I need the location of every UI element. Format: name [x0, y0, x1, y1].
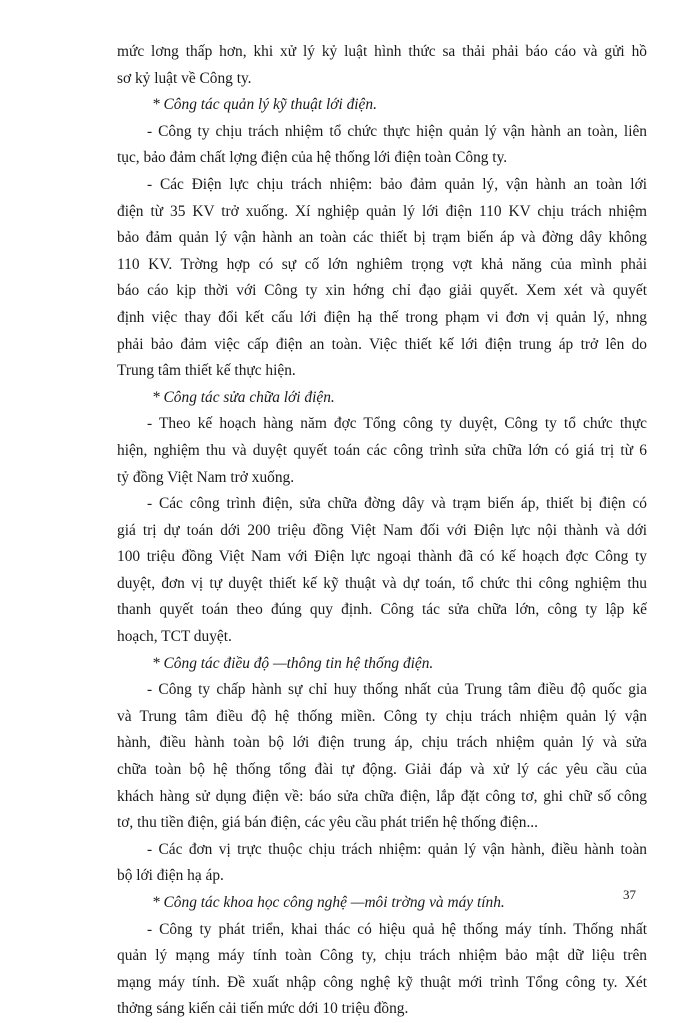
- text-line: phải bảo đảm việc cấp điện an toàn. Việc thiết kế lới điện trung áp trở lên do: [117, 335, 647, 353]
- text-line: hoạch, TCT duyệt.: [117, 628, 232, 646]
- section-heading: * Công tác sửa chữa lới điện.: [152, 388, 335, 406]
- text-line: giá trị dự toán dới 200 triệu đồng Việt Nam đối với Điện lực nội thành và dới: [117, 521, 647, 539]
- text-line: - Các Điện lực chịu trách nhiệm: bảo đảm quản lý, vận hành an toàn lới: [147, 175, 647, 193]
- text-line: báo cáo kịp thời với Công ty xin hớng chỉ đạo giải quyết. Xem xét và quyết: [117, 282, 647, 300]
- text-line: khách hàng sử dụng điện về: báo sửa chữa điện, lắp đặt công tơ, ghi chữ số công: [117, 787, 647, 805]
- text-line: Trung tâm thiết kế thực hiện.: [117, 362, 296, 380]
- text-line: - Theo kế hoạch hàng năm đợc Tổng công ty duyệt, Công ty tổ chức thực: [147, 415, 647, 433]
- text-line: và Trung tâm điều độ hệ thống miền. Công ty chịu trách nhiệm quản lý vận: [117, 707, 647, 725]
- text-line: bảo đảm quản lý vận hành an toàn các thiết bị trạm biến áp và đờng dây không: [117, 229, 647, 247]
- text-line: mức lơng thấp hơn, khi xử lý kỷ luật hình thức sa thải phải báo cáo và gửi hồ: [117, 43, 647, 60]
- text-line: tục, bảo đảm chất lợng điện của hệ thống lới điện toàn Công ty.: [117, 149, 508, 167]
- section-heading: * Công tác khoa học công nghệ —môi trờng và máy tính.: [152, 894, 505, 911]
- body-text: [117, 39, 647, 1023]
- text-line: chữa toàn bộ hệ thống tổng đài tự động. Giải đáp và xử lý các yêu cầu của: [117, 761, 647, 779]
- text-line: duyệt, đơn vị tự duyệt thiết kế kỹ thuật và dự toán, tổ chức thi công nghiệm thu: [117, 574, 647, 592]
- text-line: thởng sáng kiến cải tiến mức dới 10 triệu đồng.: [117, 1000, 409, 1018]
- section-heading: * Công tác quản lý kỹ thuật lới điện.: [152, 96, 377, 114]
- text-line: mạng máy tính. Đề xuất nhập công nghệ kỹ thuật mới trình Tổng công ty. Xét: [117, 973, 647, 991]
- text-line: 110 KV. Trờng hợp có sự cố lớn nghiêm trọng vợt khả năng của mình phải: [117, 255, 647, 273]
- text-line: tơ, thu tiền điện, giá bán điện, các yêu cầu phát triển hệ thống điện...: [117, 814, 538, 832]
- text-line: - Các đơn vị trực thuộc chịu trách nhiệm: quản lý vận hành, điều hành toàn: [147, 840, 647, 858]
- text-line: bộ lới điện hạ áp.: [117, 867, 224, 885]
- text-line: - Các công trình điện, sửa chữa đờng dây và trạm biến áp, thiết bị điện có: [147, 495, 647, 513]
- text-line: - Công ty phát triển, khai thác có hiệu quả hệ thống máy tính. Thống nhất: [147, 920, 647, 938]
- text-line: tỷ đồng Việt Nam trở xuống.: [117, 468, 295, 486]
- text-line: sơ kỷ luật về Công ty.: [117, 69, 252, 87]
- text-line: - Công ty chịu trách nhiệm tổ chức thực hiện quản lý vận hành an toàn, liên: [147, 122, 647, 140]
- text-line: hiện, nghiệm thu và duyệt quyết toán các công trình sửa chữa lớn có giá trị từ 6: [117, 441, 647, 459]
- page-number: 37: [623, 887, 636, 902]
- text-line: định việc thay đổi kết cấu lới điện hạ thế trong phạm vi đơn vị quản lý, nhng: [117, 308, 647, 326]
- text-line: - Công ty chấp hành sự chỉ huy thống nhất của Trung tâm điều độ quốc gia: [147, 681, 647, 699]
- text-line: điện từ 35 KV trở xuống. Xí nghiệp quản lý lới điện 110 KV chịu trách nhiệm: [117, 202, 647, 220]
- text-line: 100 triệu đồng Việt Nam với Điện lực ngoại thành đã có kế hoạch đợc Công ty: [117, 548, 647, 566]
- text-line: hành, điều hành toàn bộ lới điện trung áp, chịu trách nhiệm quản lý và sửa: [117, 734, 647, 752]
- text-line: quản lý mạng máy tính toàn Công ty, chịu trách nhiệm bảo mật dữ liệu trên: [117, 947, 647, 965]
- section-heading: * Công tác điều độ —thông tin hệ thống điện.: [152, 654, 434, 672]
- text-line: thanh quyết toán theo đúng quy định. Công tác sửa chữa lớn, công ty lập kế: [117, 601, 647, 619]
